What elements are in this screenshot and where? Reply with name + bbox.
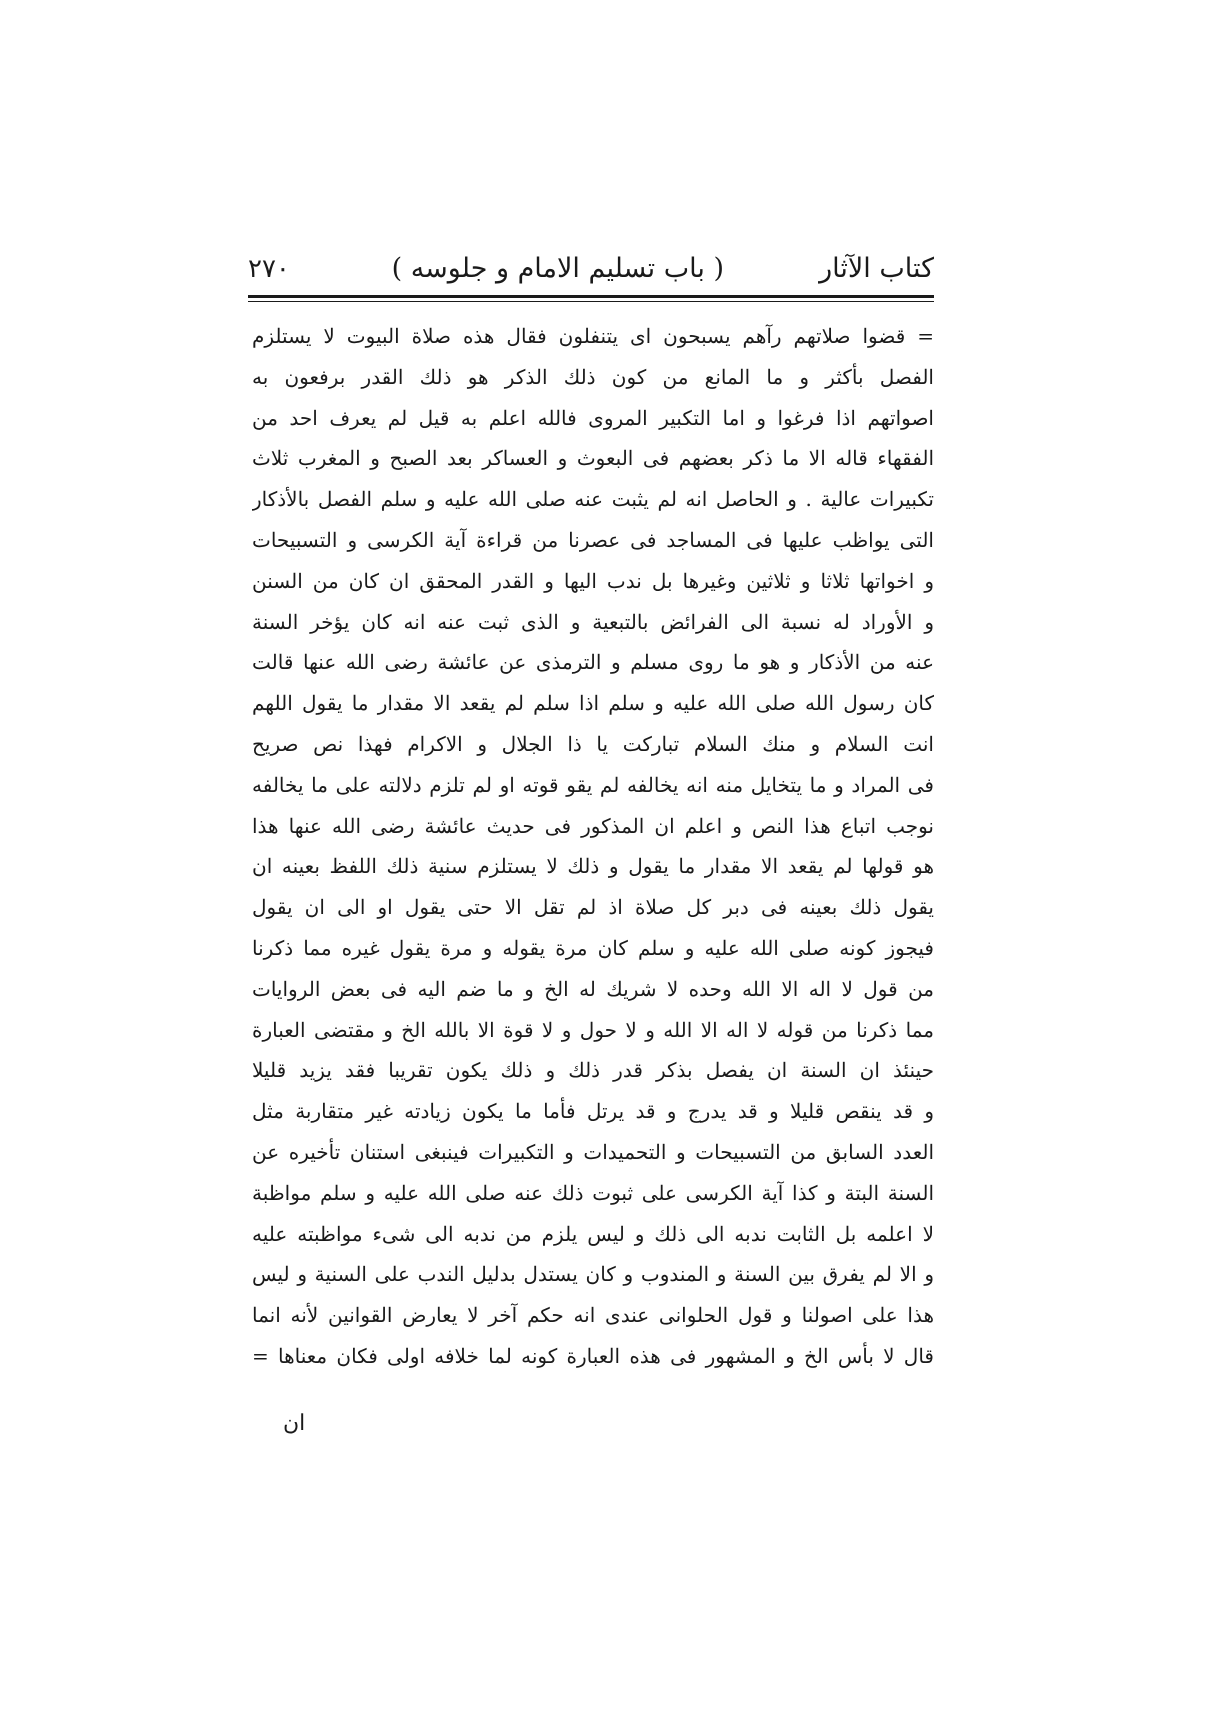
text-line: الفصل بأكثر و ما المانع من كون ذلك الذكر هو ذلك القدر برفعون به: [252, 364, 934, 389]
text-line: تكبيرات عالية . و الحاصل انه لم يثبت عنه صلى الله عليه و سلم الفصل بالأذكار: [252, 487, 934, 512]
text-line: و الا لم يفرق بين السنة و المندوب و كان يستدل بدليل الندب على السنية و ليس: [252, 1262, 934, 1287]
text-line: و قد ينقص قليلا و قد يدرج و قد يرتل فأما ما يكون زيادته غير متقاربة مثل: [252, 1099, 934, 1124]
text-line: فيجوز كونه صلى الله عليه و سلم كان مرة يقوله و مرة يقول غيره مما ذكرنا: [252, 935, 934, 960]
text-line: السنة البتة و كذا آية الكرسى على ثبوت ذلك عنه صلى الله عليه و سلم مواظبة: [252, 1180, 934, 1205]
text-line: لا اعلمه بل الثابت ندبه الى ذلك و ليس يلزم من ندبه الى شىء مواظبته عليه: [252, 1221, 934, 1246]
text-line: كان رسول الله صلى الله عليه و سلم اذا سلم لم يقعد الا مقدار ما يقول اللهم: [252, 691, 934, 716]
text-line: نوجب اتباع هذا النص و اعلم ان المذكور فى حديث عائشة رضى الله عنها هذا: [252, 813, 934, 838]
text-line: هذا على اصولنا و قول الحلوانى عندى انه حكم آخر لا يعارض القوانين لأنه انما: [252, 1303, 934, 1328]
text-line: من قول لا اله الا الله وحده لا شريك له الخ و ما ضم اليه فى بعض الروايات: [252, 976, 934, 1001]
page-number: ٢٧٠: [248, 254, 290, 284]
body-text: [252, 316, 934, 1377]
text-line: و الأوراد له نسبة الى الفرائض بالتبعية و الذى ثبت عنه انه كان يؤخر السنة: [252, 609, 934, 634]
text-line: حينئذ ان السنة ان يفصل بذكر قدر ذلك و ذلك يكون تقريبا فقد يزيد قليلا: [252, 1058, 934, 1083]
text-line: انت السلام و منك السلام تباركت يا ذا الجلال و الاكرام فهذا نص صريح: [252, 731, 934, 756]
text-line: هو قولها لم يقعد الا مقدار ما يقول و ذلك لا يستلزم سنية ذلك اللفظ بعينه ان: [252, 854, 934, 879]
text-line: = قضوا صلاتهم رآهم يسبحون اى يتنفلون فقال هذه صلاة البيوت لا يستلزم: [252, 324, 934, 348]
text-line: مما ذكرنا من قوله لا اله الا الله و لا حول و لا قوة الا بالله الخ و مقتضى العبارة: [252, 1017, 934, 1042]
text-line: فى المراد و ما يتخايل منه انه يخالفه لم يقو قوته او لم تلزم دلالته على ما يخالفه: [252, 772, 934, 797]
text-line: العدد السابق من التسبيحات و التحميدات و التكبيرات فينبغى استنان تأخيره عن: [252, 1139, 934, 1164]
text-line: التى يواظب عليها فى المساجد فى عصرنا من قراءة آية الكرسى و التسبيحات: [252, 527, 934, 552]
text-line: و اخواتها ثلاثا و ثلاثين وغيرها بل ندب اليها و القدر المحقق ان كان من السنن: [252, 568, 934, 593]
text-line: الفقهاء قاله الا ما ذكر بعضهم فى البعوث و العساكر بعد الصبح و المغرب ثلاث: [252, 446, 934, 471]
header-rule-thick: [248, 295, 934, 298]
header-rule-thin: [248, 301, 934, 302]
catchword: ان: [283, 1411, 306, 1436]
book-title: كتاب الآثار: [819, 253, 934, 284]
text-line: عنه من الأذكار و هو ما روى مسلم و الترمذى عن عائشة رضى الله عنها قالت: [252, 650, 934, 675]
text-line: اصواتهم اذا فرغوا و اما التكبير المروى فالله اعلم به قيل لم يعرف احد من: [252, 405, 934, 430]
text-line: يقول ذلك بعينه فى دبر كل صلاة اذ لم تقل الا حتى يقول او الى ان يقول: [252, 895, 934, 920]
page-header: [248, 244, 934, 294]
text-line: قال لا بأس الخ و المشهور فى هذه العبارة كونه لما خلافه اولى فكان معناها =: [252, 1343, 934, 1368]
chapter-title: ( باب تسليم الامام و جلوسه ): [391, 253, 724, 284]
